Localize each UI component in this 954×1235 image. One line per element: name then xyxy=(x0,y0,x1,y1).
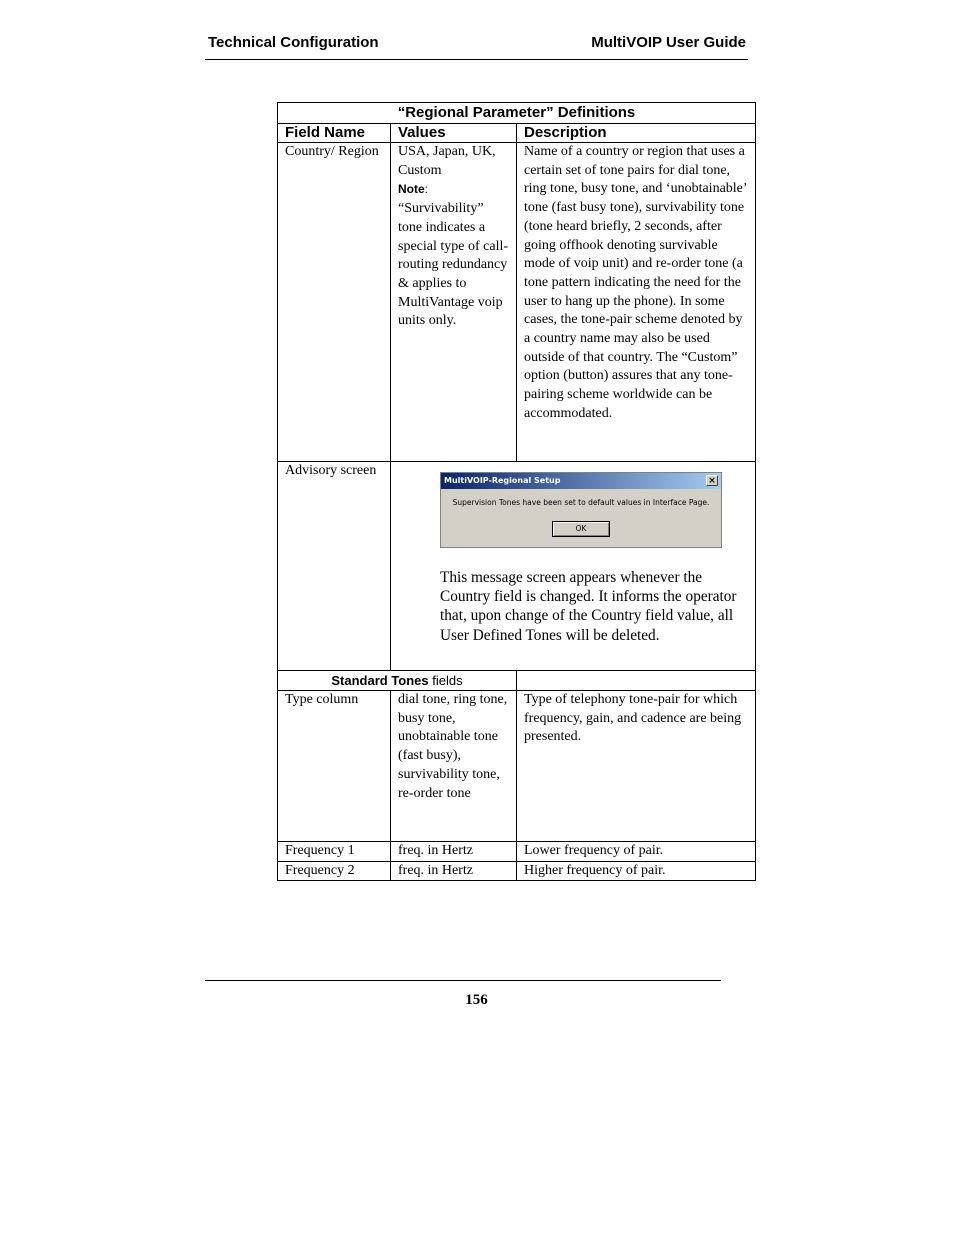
close-icon: × xyxy=(706,475,718,486)
values-country-list: USA, Japan, UK, Custom xyxy=(398,144,496,178)
column-header-field-name: Field Name xyxy=(278,124,391,143)
field-type-column: Type column xyxy=(278,691,391,842)
header-section-title: Technical Configuration xyxy=(208,34,379,51)
description-country-region: Name of a country or region that uses a certain set of tone pairs for dial tone, ring tone, busy tone, and ‘unobtainable’ tone (fast busy tone), survivability tone (tone heard briefly, 2 seconds, after going offhook denoting survivable mode of voip unit) and re-order tone (a tone pattern indicating the need for the user to hang up the phone). In some cases, the tone-pair scheme denoted by a country name may also be used outside of that country. The “Custom” option (button) assures that any tone-pairing scheme worldwide can be accommodated. xyxy=(517,143,756,462)
field-frequency-1: Frequency 1 xyxy=(278,842,391,862)
values-frequency-2: freq. in Hertz xyxy=(391,861,517,881)
footer-divider xyxy=(205,980,721,981)
field-country-region: Country/ Region xyxy=(278,143,391,462)
standard-tones-row xyxy=(278,671,756,691)
dialog-message: Supervision Tones have been set to default values in Interface Page. xyxy=(452,498,710,507)
column-header-description: Description xyxy=(517,124,756,143)
standard-tones-bold: Standard Tones xyxy=(331,673,429,688)
table-title-row xyxy=(278,103,756,124)
dialog-title-bar xyxy=(441,473,721,489)
note-label: Note xyxy=(398,182,425,197)
page-number: 156 xyxy=(465,992,488,1008)
page-header xyxy=(205,32,748,60)
table-row xyxy=(278,842,756,862)
regional-parameter-table xyxy=(277,102,756,881)
note-text: “Survivability” tone indicates a special type of call-routing redundancy & applies to MultiVantage voip units only. xyxy=(398,201,509,329)
table-header-row xyxy=(278,124,756,143)
table-title: “Regional Parameter” Definitions xyxy=(278,103,756,124)
advisory-dialog-screenshot xyxy=(440,472,722,548)
field-advisory-screen: Advisory screen xyxy=(278,462,391,671)
table-row xyxy=(278,143,756,462)
column-header-values: Values xyxy=(391,124,517,143)
description-frequency-2: Higher frequency of pair. xyxy=(517,861,756,881)
advisory-cell xyxy=(391,462,756,671)
standard-tones-suffix: fields xyxy=(428,673,463,688)
description-type-column: Type of telephony tone-pair for which frequency, gain, and cadence are being presented. xyxy=(517,691,756,842)
description-frequency-1: Lower frequency of pair. xyxy=(517,842,756,862)
dialog-title: MultiVOIP-Regional Setup xyxy=(444,476,561,485)
dialog-ok-button: OK xyxy=(552,521,610,537)
standard-tones-label xyxy=(278,671,517,691)
table-row xyxy=(278,861,756,881)
values-country-region: USA, Japan, UK, Custom Note: “Survivability” tone indicates a special type of call-routing redundancy & applies to MultiVantage voip units only. xyxy=(391,143,517,462)
advisory-description: This message screen appears whenever the Country field is changed. It informs the operator that, upon change of the Country field value, all User Defined Tones will be deleted. xyxy=(440,569,737,644)
values-frequency-1: freq. in Hertz xyxy=(391,842,517,862)
table-row xyxy=(278,462,756,671)
field-frequency-2: Frequency 2 xyxy=(278,861,391,881)
values-type-column: dial tone, ring tone, busy tone, unobtainable tone (fast busy), survivability tone, re-order tone xyxy=(391,691,517,842)
table-row xyxy=(278,691,756,842)
standard-tones-empty xyxy=(517,671,756,691)
header-guide-title: MultiVOIP User Guide xyxy=(591,34,746,51)
